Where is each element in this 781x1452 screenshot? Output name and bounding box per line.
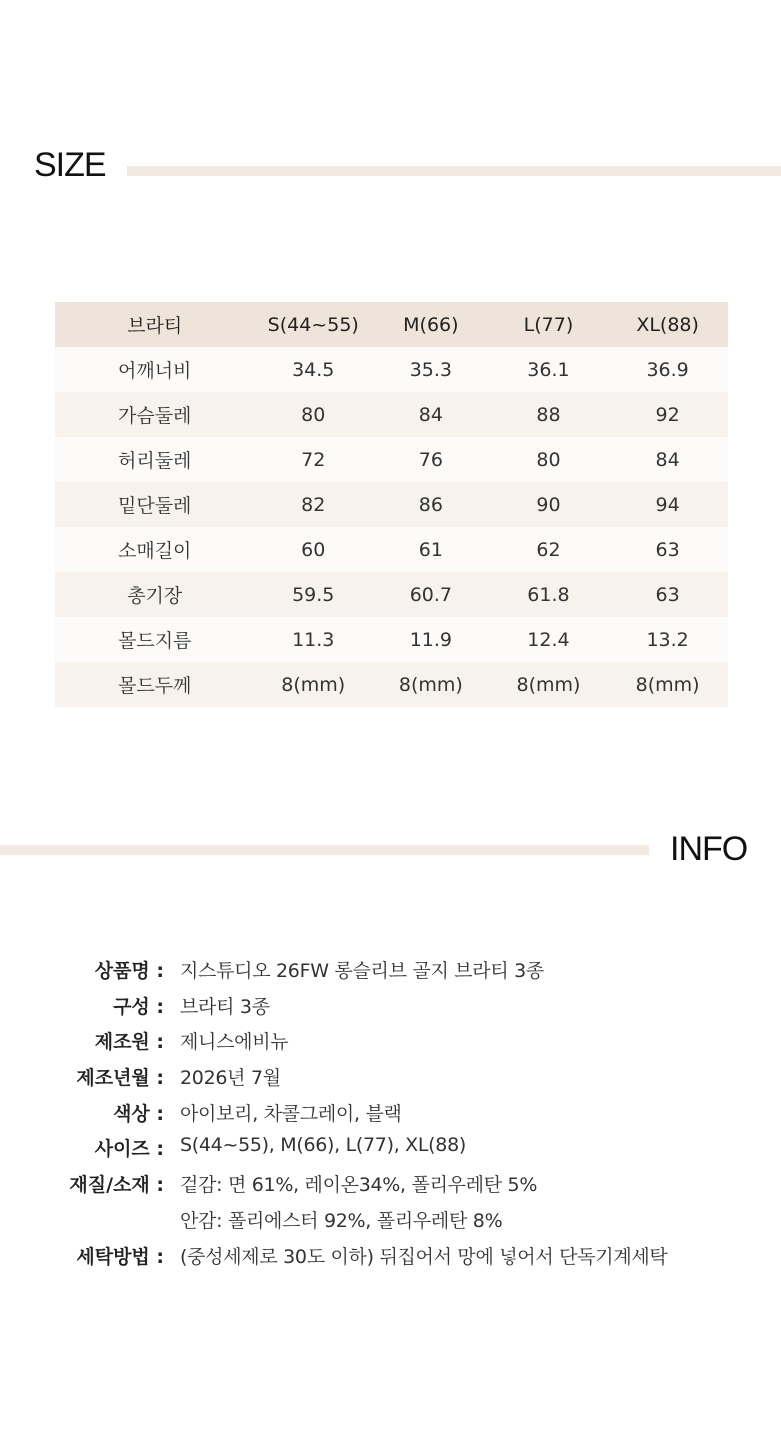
info-value: 제니스에비뉴 (180, 1031, 289, 1054)
measurement-label: 가슴둘레 (118, 405, 192, 427)
table-row (55, 572, 728, 617)
header-size-m: M(66) (403, 313, 459, 336)
measurement-value: 8(mm) (516, 673, 581, 696)
info-value: 브라티 3종 (180, 995, 270, 1018)
info-label: 세탁방법 : (76, 1245, 164, 1268)
measurement-value: 86 (418, 493, 443, 516)
info-value: 아이보리, 차콜그레이, 블랙 (180, 1102, 402, 1125)
info-row (0, 1202, 781, 1238)
info-row (0, 1095, 781, 1131)
info-label: 재질/소재 : (69, 1174, 164, 1197)
measurement-value: 92 (655, 403, 680, 426)
measurement-value: 12.4 (527, 628, 570, 651)
info-value: (중성세제로 30도 이하) 뒤집어서 망에 넣어서 단독기계세탁 (180, 1245, 668, 1268)
info-row (0, 1130, 781, 1166)
measurement-value: 63 (655, 538, 680, 561)
measurement-value: 76 (418, 448, 443, 471)
info-row (0, 1023, 781, 1059)
measurement-value: 61.8 (527, 583, 570, 606)
measurement-value: 11.9 (409, 628, 452, 651)
table-row (55, 617, 728, 662)
info-label: 색상 : (113, 1102, 164, 1125)
table-row (55, 482, 728, 527)
table-row (55, 437, 728, 482)
measurement-value: 80 (301, 403, 326, 426)
measurement-value: 11.3 (292, 628, 335, 651)
measurement-value: 60.7 (409, 583, 452, 606)
info-row (0, 952, 781, 988)
measurement-value: 88 (536, 403, 561, 426)
header-size-l: L(77) (523, 313, 574, 336)
info-row (0, 1059, 781, 1095)
header-item: 브라티 (127, 315, 183, 337)
measurement-value: 82 (301, 493, 326, 516)
measurement-label: 총기장 (127, 585, 183, 607)
info-section-title: INFO (670, 830, 748, 868)
measurement-value: 94 (655, 493, 680, 516)
table-row (55, 392, 728, 437)
table-row (55, 527, 728, 572)
measurement-label: 허리둘레 (118, 450, 192, 472)
measurement-value: 84 (418, 403, 443, 426)
measurement-value: 36.1 (527, 358, 570, 381)
info-value: 겉감: 면 61%, 레이온34%, 폴리우레탄 5% (180, 1174, 538, 1197)
measurement-label: 소매길이 (118, 540, 192, 562)
measurement-value: 59.5 (292, 583, 335, 606)
measurement-value: 62 (536, 538, 561, 561)
measurement-label: 몰드두께 (118, 675, 192, 697)
measurement-label: 어깨너비 (118, 360, 192, 382)
size-divider-bar (127, 166, 781, 176)
measurement-value: 80 (536, 448, 561, 471)
info-label: 상품명 : (94, 960, 164, 982)
measurement-value: 8(mm) (281, 673, 346, 696)
measurement-value: 90 (536, 493, 561, 516)
measurement-label: 몰드지름 (118, 630, 192, 652)
measurement-value: 8(mm) (635, 673, 700, 696)
size-section-title: SIZE (34, 146, 106, 184)
measurement-value: 13.2 (646, 628, 689, 651)
info-value: S(44~55), M(66), L(77), XL(88) (180, 1134, 466, 1157)
measurement-value: 60 (301, 538, 326, 561)
info-label: 구성 : (113, 995, 164, 1018)
info-value: 지스튜디오 26FW 롱슬리브 골지 브라티 3종 (180, 960, 544, 982)
info-value: 안감: 폴리에스터 92%, 폴리우레탄 8% (180, 1209, 503, 1232)
header-size-s: S(44~55) (267, 313, 359, 336)
measurement-value: 61 (418, 538, 443, 561)
info-value: 2026년 7월 (180, 1067, 281, 1090)
measurement-value: 63 (655, 583, 680, 606)
measurement-value: 84 (655, 448, 680, 471)
measurement-value: 34.5 (292, 358, 335, 381)
info-row (0, 988, 781, 1024)
header-size-xl: XL(88) (636, 313, 699, 336)
info-label: 제조년월 : (76, 1067, 164, 1090)
size-table-header-row (55, 302, 728, 347)
info-row (0, 1238, 781, 1274)
info-row (0, 1166, 781, 1202)
measurement-value: 35.3 (409, 358, 452, 381)
info-label: 사이즈 : (94, 1138, 164, 1161)
table-row (55, 662, 728, 707)
measurement-value: 8(mm) (398, 673, 463, 696)
product-info-list (0, 952, 781, 1273)
measurement-value: 36.9 (646, 358, 689, 381)
measurement-value: 72 (301, 448, 326, 471)
info-label: 제조원 : (94, 1031, 164, 1054)
measurement-label: 밑단둘레 (118, 495, 192, 517)
size-table (55, 302, 728, 707)
table-row (55, 347, 728, 392)
info-divider-bar (0, 845, 649, 855)
